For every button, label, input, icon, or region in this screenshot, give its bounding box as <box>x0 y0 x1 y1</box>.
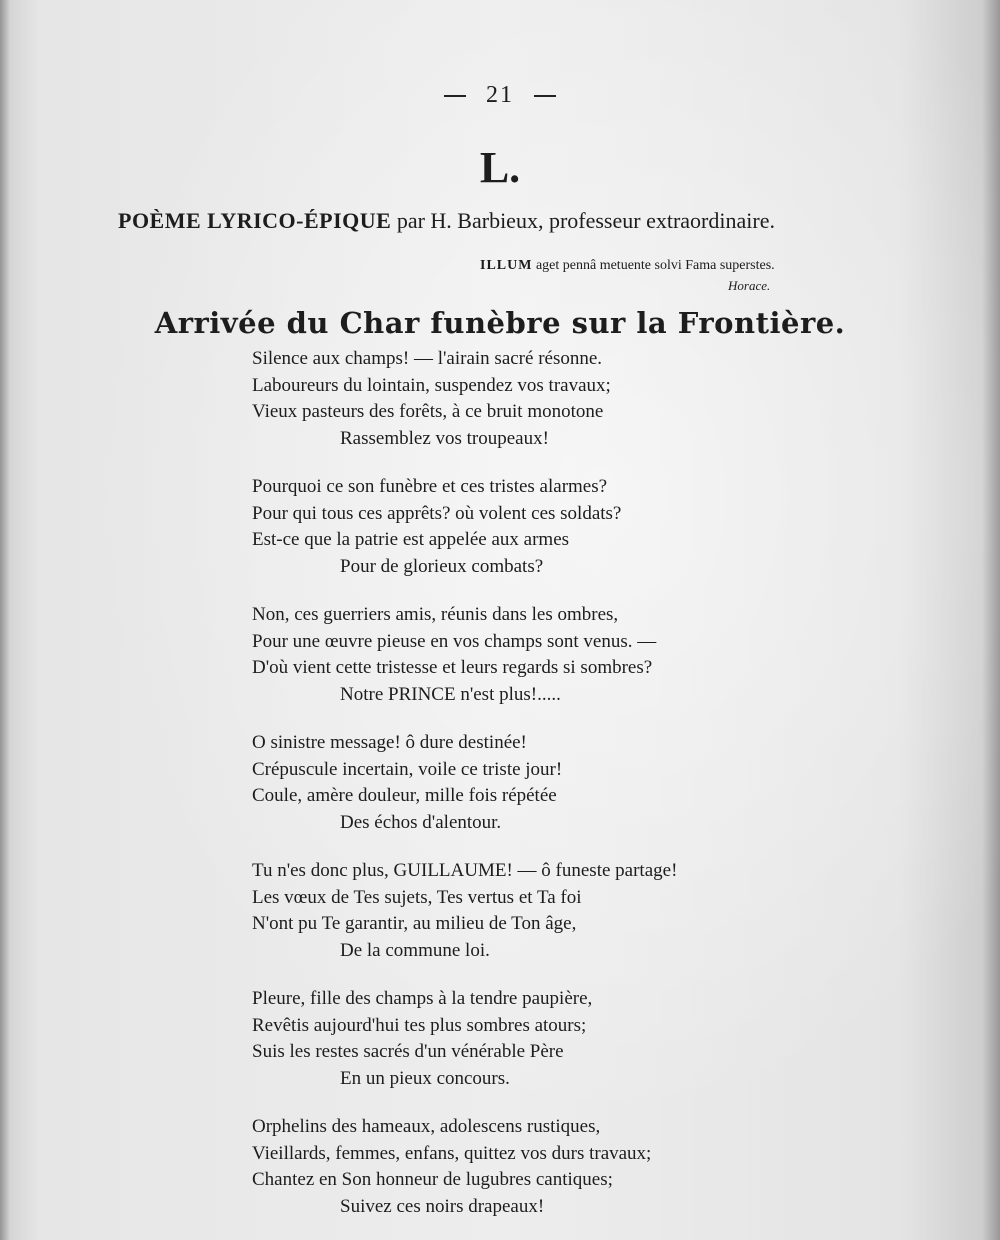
poem-heading <box>118 208 918 234</box>
verse-line: Non, ces guerriers amis, réunis dans les ombres, <box>252 604 619 625</box>
poem-author: H. Barbieux, professeur extraordinaire. <box>430 208 775 233</box>
verse-line: Laboureurs du lointain, suspendez vos travaux; <box>252 374 611 396</box>
stanza <box>252 858 812 964</box>
verse-line: Des échos d'alentour. <box>340 811 502 833</box>
stanza <box>252 1114 812 1220</box>
verse-line: Orphelins des hameaux, adolescens rustiques, <box>252 1116 601 1137</box>
verse-line: Pleure, fille des champs à la tendre paupière, <box>252 988 593 1009</box>
verse-line: Pour qui tous ces apprêts? où volent ces soldats? <box>252 502 622 524</box>
dash-left <box>444 95 466 97</box>
epigraph-source: Horace. <box>728 278 771 293</box>
verse-line: Silence aux champs! — l'airain sacré résonne. <box>252 348 603 369</box>
dash-right <box>534 95 556 97</box>
verse-line: Tu n'es donc plus, GUILLAUME! — ô funeste partage! <box>252 860 678 881</box>
verse-line: Chantez en Son honneur de lugubres cantiques; <box>252 1169 613 1190</box>
stanza <box>252 602 812 708</box>
verse-line: Revêtis aujourd'hui tes plus sombres atours; <box>252 1014 587 1036</box>
verse-line: Les vœux de Tes sujets, Tes vertus et Ta foi <box>252 886 582 908</box>
verse-line: Notre PRINCE n'est plus!..... <box>340 683 561 705</box>
stanza <box>252 986 812 1092</box>
epigraph <box>480 258 775 274</box>
verse-line: O sinistre message! ô dure destinée! <box>252 732 527 753</box>
verse-line: Vieillards, femmes, enfans, quittez vos durs travaux; <box>252 1142 652 1164</box>
verse-line: En un pieux concours. <box>340 1067 510 1089</box>
poem-title: POÈME LYRICO-ÉPIQUE <box>118 208 392 233</box>
verse-line: N'ont pu Te garantir, au milieu de Ton âge, <box>252 913 577 934</box>
verse-line: Suis les restes sacrés d'un vénérable Père <box>252 1041 564 1062</box>
epigraph-lead: ILLUM <box>480 258 533 273</box>
verse-line: Suivez ces noirs drapeaux! <box>340 1195 545 1217</box>
verse-line: Rassemblez vos troupeaux! <box>340 427 549 449</box>
epigraph-text: aget pennâ metuente solvi Fama superstes. <box>535 258 775 273</box>
verse-line: Vieux pasteurs des forêts, à ce bruit monotone <box>252 401 604 422</box>
stanza <box>252 730 812 836</box>
verse-line: Coule, amère douleur, mille fois répétée <box>252 785 557 806</box>
verse-line: Pour de glorieux combats? <box>340 555 544 577</box>
verse-line: Pour une œuvre pieuse en vos champs sont venus. — <box>252 630 657 652</box>
page-number-line <box>0 82 1000 109</box>
verse-line: Crépuscule incertain, voile ce triste jour! <box>252 758 563 780</box>
section-letter: L. <box>479 143 521 192</box>
verse-line: De la commune loi. <box>340 939 490 961</box>
stanza <box>252 346 812 452</box>
poem-body <box>252 346 812 1240</box>
stanza <box>252 474 812 580</box>
verse-line: Pourquoi ce son funèbre et ces tristes alarmes? <box>252 476 608 497</box>
verse-line: D'où vient cette tristesse et leurs regards si sombres? <box>252 657 653 678</box>
poem-subtitle: Arrivée du Char funèbre sur la Frontière. <box>154 306 846 340</box>
page-number: 21 <box>486 82 514 108</box>
poem-by: par <box>396 208 425 233</box>
verse-line: Est-ce que la patrie est appelée aux armes <box>252 529 570 550</box>
